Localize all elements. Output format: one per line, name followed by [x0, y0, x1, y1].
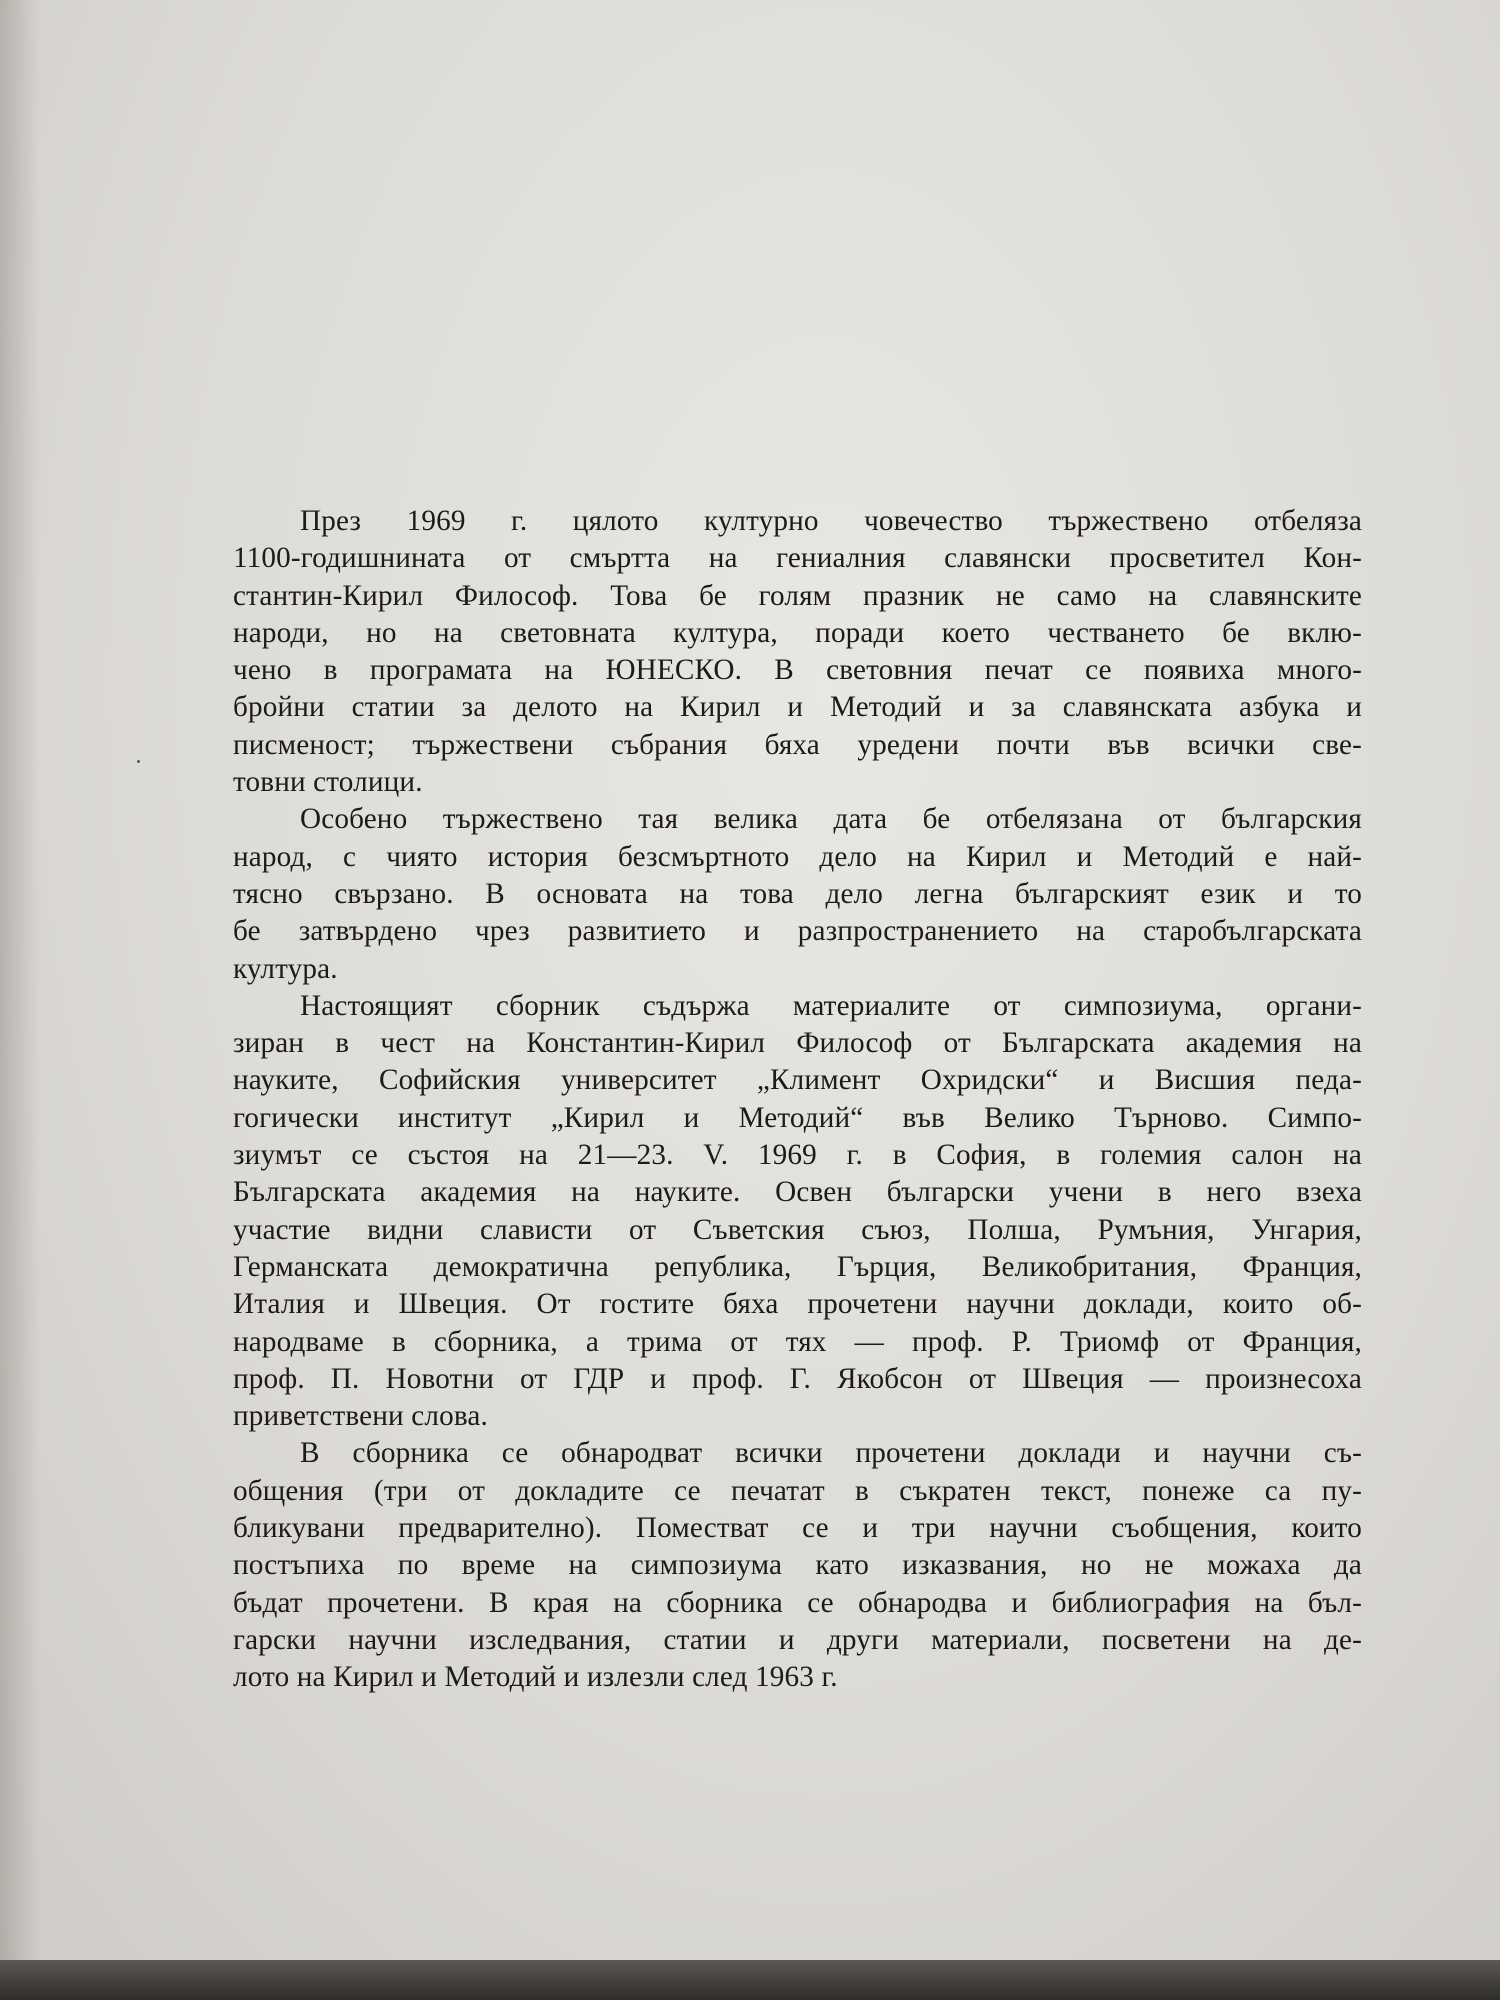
text-line: В сборника се обнародват всички прочетени доклади и научни съ- — [300, 1437, 1362, 1470]
text-line: науките, Софийския университет „Климент Охридски“ и Висшия педа- — [233, 1064, 1362, 1097]
text-line: гогически институт „Кирил и Методий“ във Велико Търново. Симпо- — [233, 1101, 1362, 1134]
text-line: народ, с чиято история безсмъртното дело на Кирил и Методий е най- — [233, 840, 1362, 873]
text-line: народваме в сборника, а трима от тях — проф. Р. Триомф от Франция, — [233, 1325, 1362, 1358]
text-line: товни столици. — [233, 766, 423, 799]
text-line: бликувани предварително). Поместват се и три научни съобщения, които — [233, 1512, 1362, 1545]
text-line: Българската академия на науките. Освен български учени в него взеха — [233, 1176, 1362, 1209]
paper-speck — [137, 760, 140, 763]
text-line: бъдат прочетени. В края на сборника се обнародва и библиография на бъл- — [233, 1586, 1362, 1619]
text-line: народи, но на световната култура, поради което честването бе вклю- — [233, 616, 1362, 649]
text-line: постъпиха по време на симпозиума като изказвания, но не можаха да — [233, 1549, 1362, 1582]
text-line: Особено тържествено тая велика дата бе отбелязана от българския — [300, 803, 1362, 836]
text-line: чено в програмата на ЮНЕСКО. В световния печат се появиха много- — [233, 654, 1362, 687]
text-line: приветствени слова. — [233, 1400, 488, 1433]
text-line: проф. П. Новотни от ГДР и проф. Г. Якобсон от Швеция — произнесоха — [233, 1362, 1362, 1395]
text-line: писменост; тържествени събрания бяха уредени почти във всички све- — [233, 728, 1362, 761]
text-line: 1100-годишнината от смъртта на гениалния славянски просветител Кон- — [233, 542, 1362, 575]
text-line: бе затвърдено чрез развитието и разпространението на старобългарската — [233, 915, 1362, 948]
text-line: Германската демократична република, Гърция, Великобритания, Франция, — [233, 1250, 1362, 1283]
text-line: Италия и Швеция. От гостите бяха прочетени научни доклади, които об- — [233, 1288, 1362, 1321]
preface-text — [166, 503, 1362, 1697]
text-line: култура. — [233, 952, 338, 985]
text-line: зиумът се състоя на 21—23. V. 1969 г. в София, в големия салон на — [233, 1139, 1362, 1172]
paragraph-3 — [166, 988, 1362, 1436]
text-line: бройни статии за делото на Кирил и Методий и за славянската азбука и — [233, 691, 1362, 724]
text-line: стантин-Кирил Философ. Това бе голям празник не само на славянските — [233, 579, 1362, 612]
text-line: Настоящият сборник съдържа материалите от симпозиума, органи- — [300, 989, 1362, 1022]
paragraph-1 — [166, 503, 1362, 801]
text-line: През 1969 г. цялото културно човечество тържествено отбеляза — [300, 505, 1362, 537]
page-gutter-shadow — [0, 0, 40, 1960]
text-line: тясно свързано. В основата на това дело легна българският език и то — [233, 877, 1362, 910]
page-bottom-edge — [0, 1960, 1500, 2000]
text-line: участие видни слависти от Съветския съюз, Полша, Румъния, Унгария, — [233, 1213, 1362, 1246]
text-line: лото на Кирил и Методий и излезли след 1963 г. — [233, 1661, 838, 1694]
text-line: гарски научни изследвания, статии и други материали, посветени на де- — [233, 1623, 1362, 1656]
text-line: общения (три от докладите се печатат в съкратен текст, понеже са пу- — [233, 1474, 1362, 1507]
text-line: зиран в чест на Константин-Кирил Философ от Българската академия на — [233, 1027, 1362, 1060]
paragraph-2 — [166, 801, 1362, 987]
paragraph-4 — [166, 1435, 1362, 1696]
